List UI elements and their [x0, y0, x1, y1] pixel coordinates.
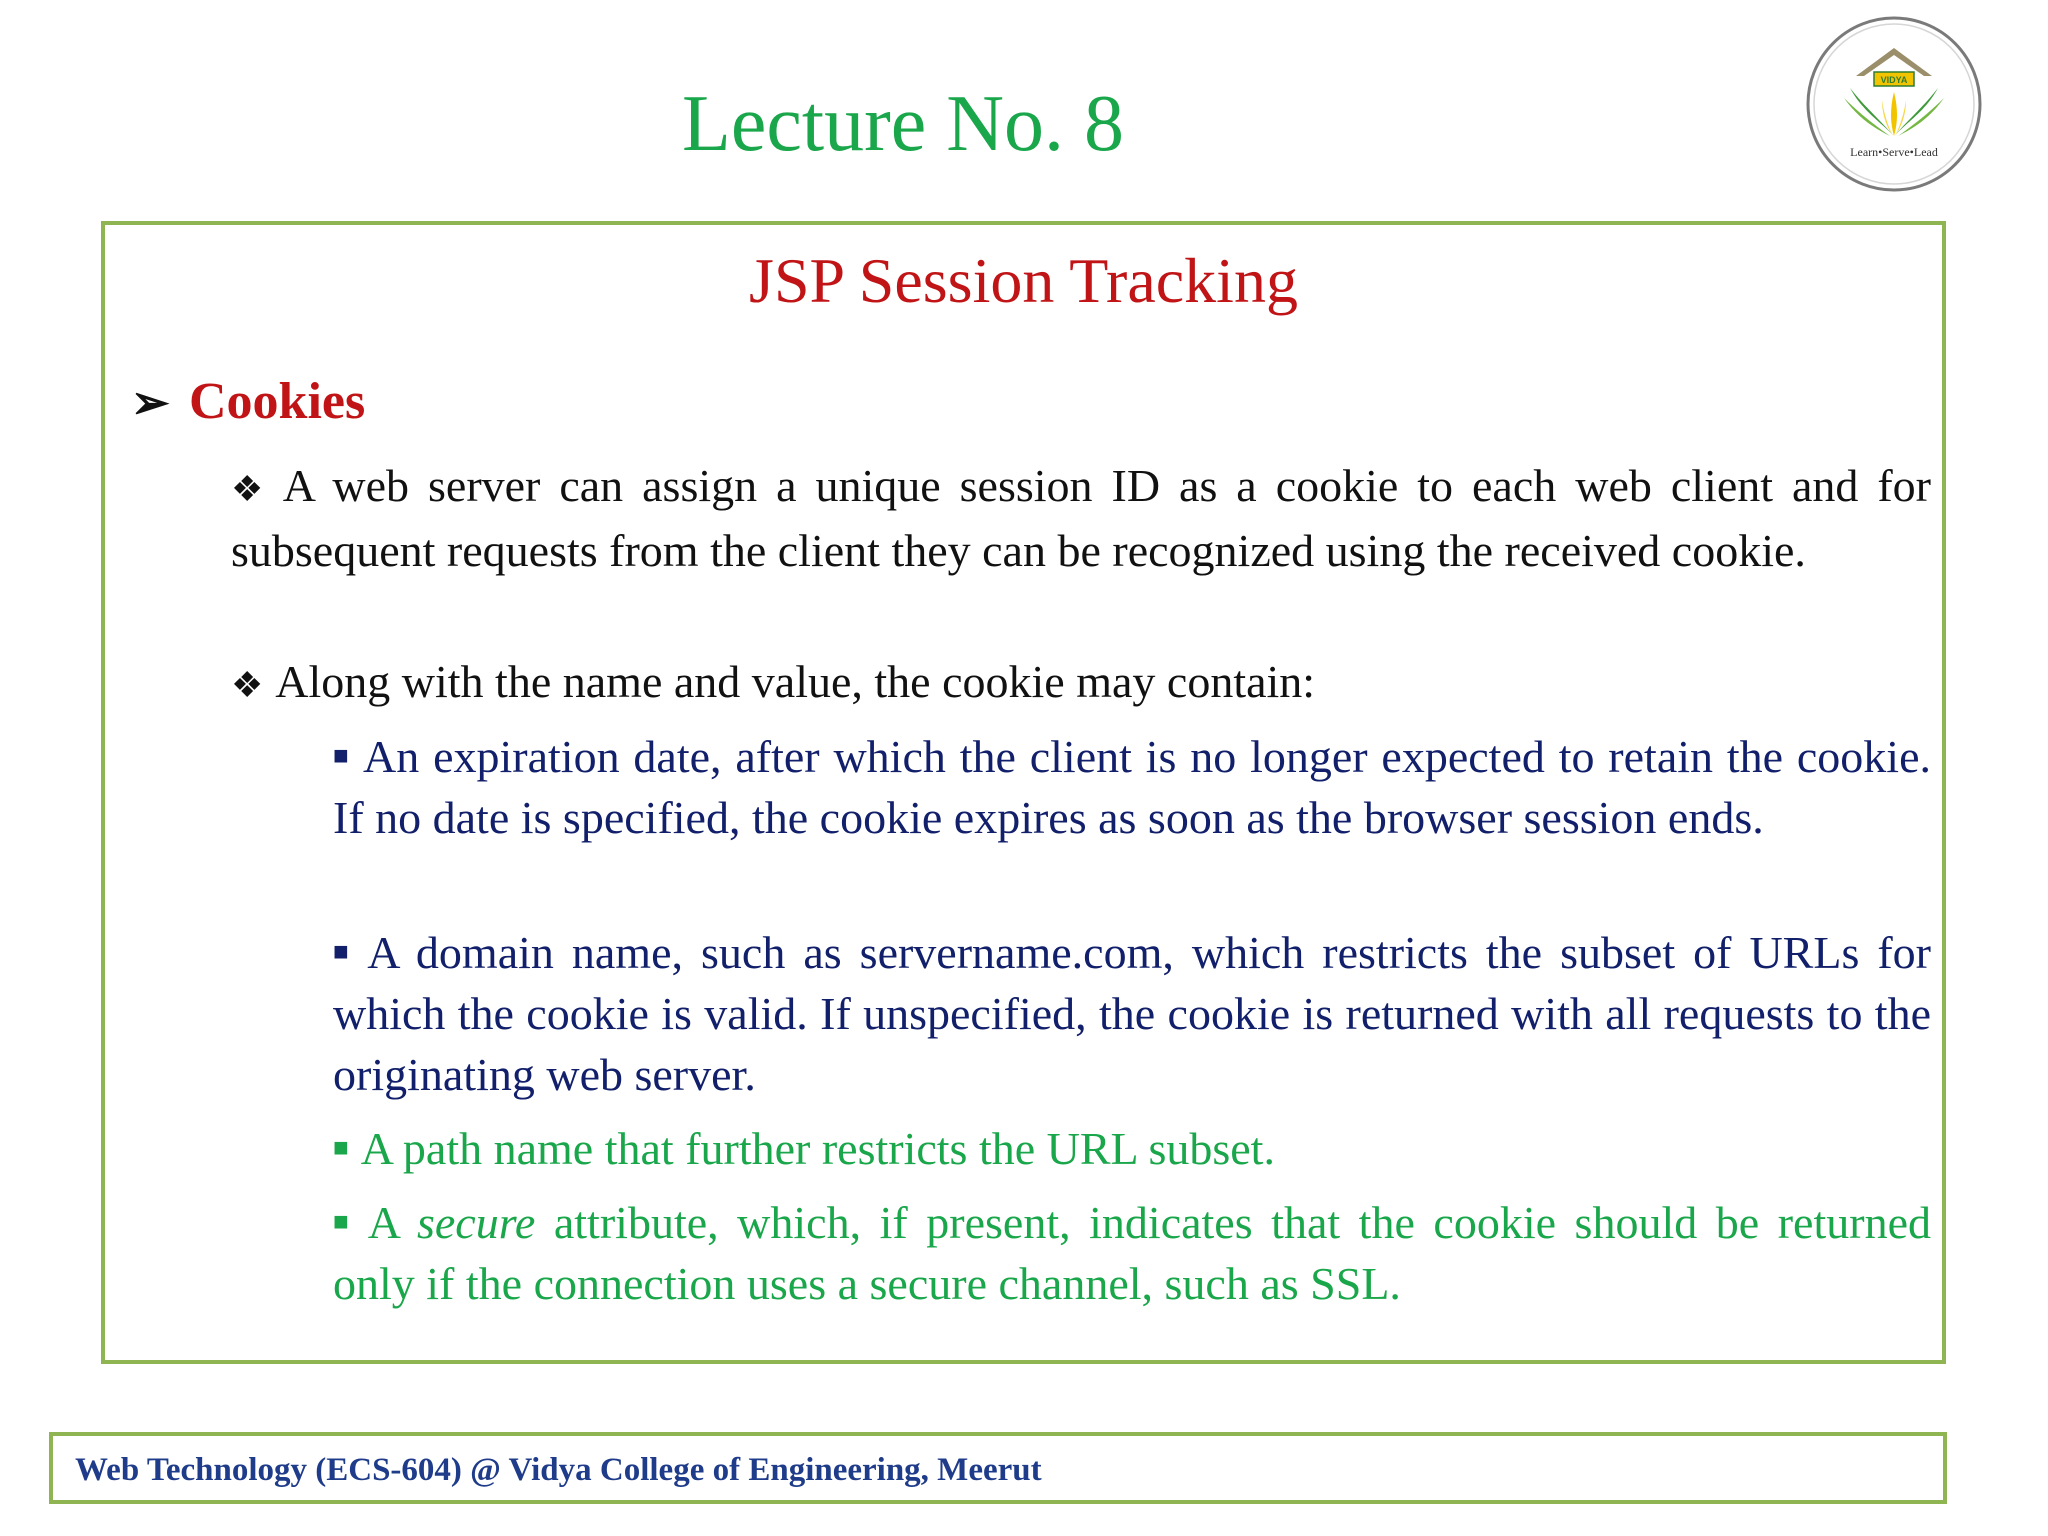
logo-tagline: Learn•Serve•Lead: [1850, 145, 1938, 159]
square-bullet-icon: ■: [333, 937, 356, 966]
square-bullet-icon: ■: [333, 1207, 356, 1236]
vidya-logo-icon: [1804, 14, 1984, 194]
list-item: [231, 455, 1931, 581]
slide-title: JSP Session Tracking: [749, 245, 1298, 316]
sub-bullet-text: A path name that further restricts the URL subset.: [360, 1123, 1275, 1174]
sub-bullet-text: A domain name, such as servername.com, which restricts the subset of URLs for which the cookie is valid. If unspecified, the cookie is returned with all requests to the originating web server.: [333, 927, 1931, 1100]
list-item: [333, 725, 1931, 848]
arrow-bullet-icon: ➢: [131, 377, 170, 428]
footer-bar: [49, 1432, 1947, 1504]
secure-bullet-lead: A: [367, 1197, 417, 1248]
logo-badge: VIDYA: [1880, 75, 1908, 85]
list-item: [333, 1191, 1931, 1314]
section-heading-label: Cookies: [189, 373, 366, 430]
list-item: [333, 921, 1931, 1105]
secure-emphasis: secure: [416, 1197, 536, 1248]
diamond-bullet-icon: ❖: [231, 665, 264, 705]
bullet-text: Along with the name and value, the cookie may contain:: [275, 656, 1316, 707]
section-heading: [131, 371, 365, 434]
sub-bullet-text: An expiration date, after which the client is no longer expected to retain the cookie. If no date is specified, the cookie expires as soon as the browser session ends.: [333, 731, 1931, 843]
square-bullet-icon: ■: [333, 741, 352, 770]
footer-text: Web Technology (ECS-604) @ Vidya College of Engineering, Meerut: [75, 1452, 1042, 1488]
list-item: [231, 651, 1931, 716]
secure-bullet-rest: attribute, which, if present, indicates that the cookie should be returned only if the connection uses a secure channel, such as SSL.: [333, 1197, 1931, 1309]
content-box: [101, 221, 1946, 1364]
list-item: [333, 1117, 1931, 1179]
bullet-text: A web server can assign a unique session ID as a cookie to each web client and for subsequent requests from the client they can be recognized using the received cookie.: [231, 460, 1931, 576]
lecture-title: Lecture No. 8: [681, 80, 1125, 168]
square-bullet-icon: ■: [333, 1133, 349, 1162]
diamond-bullet-icon: ❖: [231, 469, 271, 509]
